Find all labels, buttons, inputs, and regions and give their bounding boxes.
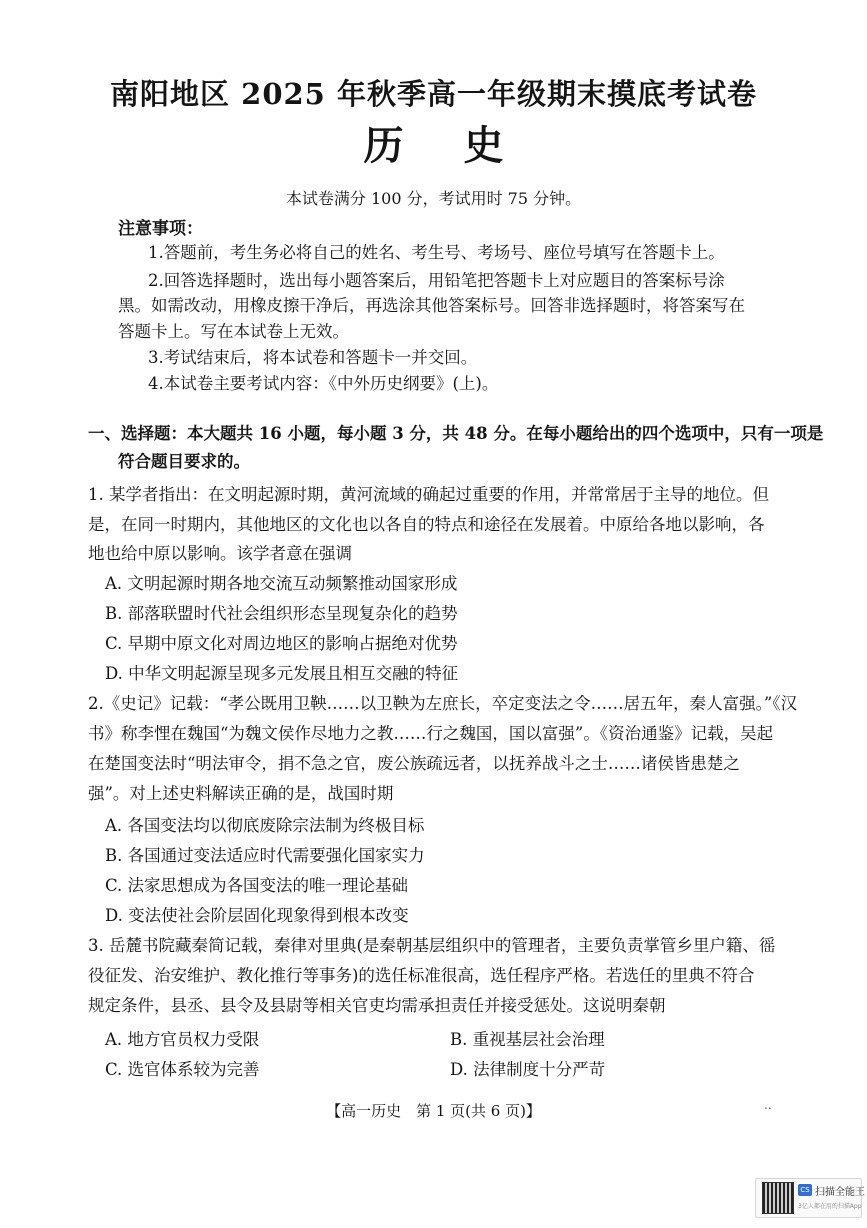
option-a[interactable]: A. 各国变法均以彻底废除宗法制为终极目标 <box>105 816 425 835</box>
option-c[interactable]: C. 早期中原文化对周边地区的影响占据绝对优势 <box>105 634 458 653</box>
question-stem-line: 强”。对上述史料解读正确的是，战国时期 <box>88 784 394 803</box>
notice-line: 黑。如需改动，用橡皮擦干净后，再选涂其他答案标号。回答非选择题时，将答案写在 <box>118 296 745 315</box>
option-d[interactable]: D. 法律制度十分严苛 <box>450 1060 606 1079</box>
question-stem-line: 1. 某学者指出：在文明起源时期，黄河流域的确起过重要的作用，并常常居于主导的地位。但 <box>88 485 769 504</box>
question-stem-line: 书》称李悝在魏国“为魏文侯作尽地力之教……行之魏国，国以富强”。《资治通鉴》记载，吴起 <box>88 724 774 743</box>
notice-heading: 注意事项： <box>118 219 203 239</box>
option-c[interactable]: C. 法家思想成为各国变法的唯一理论基础 <box>105 876 409 895</box>
option-c[interactable]: C. 选官体系较为完善 <box>105 1060 260 1079</box>
scanner-app-name: 扫描全能王 <box>815 1187 865 1198</box>
question-stem-line: 2.《史记》记载：“孝公既用卫鞅……以卫鞅为左庶长，卒定变法之令……居五年，秦人富强。”《汉 <box>88 694 798 713</box>
question-stem-line: 在楚国变法时“明法审令，捐不急之官，废公族疏远者，以抚养战斗之士……诸侯皆患楚之 <box>88 754 740 773</box>
notice-line: 1.答题前，考生务必将自己的姓名、考生号、考场号、座位号填写在答题卡上。 <box>148 243 725 262</box>
exam-title: 南阳地区 2025 年秋季高一年级期末摸底考试卷 <box>110 77 757 111</box>
section-heading: 一、选择题：本大题共 16 小题，每小题 3 分，共 48 分。在每小题给出的四个选项中，只有一项是 <box>88 424 824 443</box>
question-stem-line: 规定条件，县丞、县令及县尉等相关官吏均需承担责任并接受惩处。这说明秦朝 <box>88 996 666 1015</box>
notice-line: 2.回答选择题时，选出每小题答案后，用铅笔把答题卡上对应题目的答案标号涂 <box>148 271 725 290</box>
question-stem-line: 役征发、治安维护、教化推行等事务)的选任标准很高，选任程序严格。若选任的里典不符合 <box>88 966 755 985</box>
question-stem-line: 3. 岳麓书院藏秦简记载，秦律对里典(是秦朝基层组织中的管理者，主要负责掌管乡里户籍、徭 <box>88 936 776 955</box>
camscanner-logo-icon: CS <box>798 1184 812 1196</box>
scanner-app-tagline: 3亿人都在用的扫描App <box>798 1203 862 1210</box>
score-note: 本试卷满分 100 分，考试用时 75 分钟。 <box>285 189 582 208</box>
option-a[interactable]: A. 地方官员权力受限 <box>105 1030 260 1049</box>
question-stem-line: 是，在同一时期内，其他地区的文化也以各自的特点和途径在发展着。中原给各地以影响，各 <box>88 515 765 534</box>
qr-code-icon <box>762 1182 794 1214</box>
question-stem-line: 地也给中原以影响。该学者意在强调 <box>88 544 352 563</box>
option-a[interactable]: A. 文明起源时期各地交流互动频繁推动国家形成 <box>105 574 458 593</box>
option-b[interactable]: B. 部落联盟时代社会组织形态呈现复杂化的趋势 <box>105 604 458 623</box>
option-d[interactable]: D. 变法使社会阶层固化现象得到根本改变 <box>105 906 409 925</box>
option-d[interactable]: D. 中华文明起源呈现多元发展且相互交融的特征 <box>105 664 459 683</box>
section-heading-cont: 符合题目要求的。 <box>118 452 250 471</box>
notice-line: 4.本试卷主要考试内容：《中外历史纲要》(上)。 <box>148 374 499 393</box>
subject-title: 历史 <box>363 122 564 169</box>
option-b[interactable]: B. 各国通过变法适应时代需要强化国家实力 <box>105 846 425 865</box>
footer-marks: .. <box>764 1098 772 1112</box>
page-footer: 【高一历史 第 1 页(共 6 页)】 <box>326 1102 541 1120</box>
option-b[interactable]: B. 重视基层社会治理 <box>450 1030 605 1049</box>
scanner-watermark <box>755 1178 865 1218</box>
notice-line: 3.考试结束后，将本试卷和答题卡一并交回。 <box>148 348 478 367</box>
notice-line: 答题卡上。写在本试卷上无效。 <box>118 322 349 341</box>
